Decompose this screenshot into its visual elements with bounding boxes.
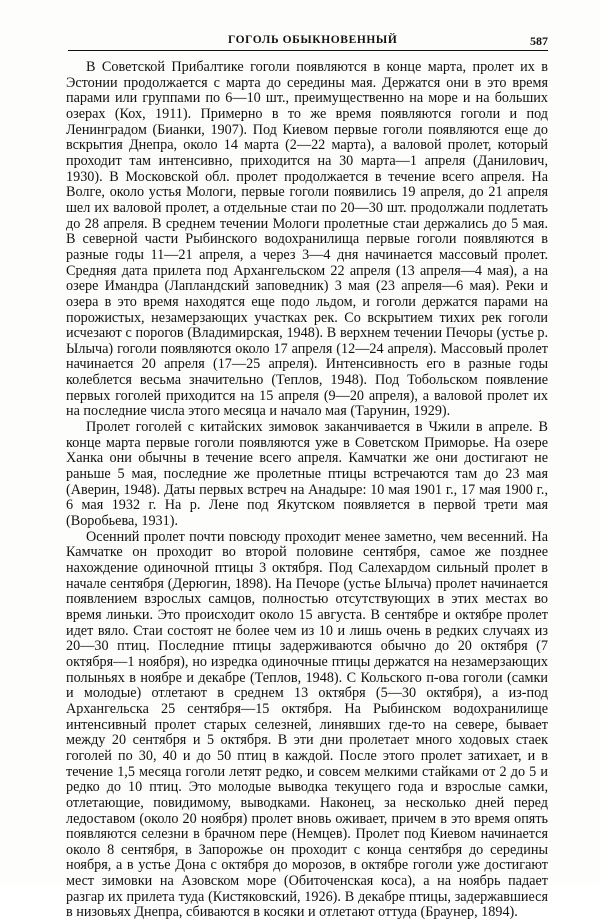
page-header: [68, 34, 548, 51]
paragraph-autumn-migration: Осенний пролет почти повсюду проходит менее заметно, чем весенний. На Камчатке он проходит во второй половине сентября, самое же позднее нахождение одиночной птицы 3 октября. Под Салехардом сильный пролет в начале сентября (Дерюгин, 1898). На Печоре (устье Ылыча) пролет начинается появлением взрослых самцов, полностью отсутствующих в этих местах во время линьки. Это происходит около 15 августа. В сентябре и октябре пролет идет вяло. Стаи состоят не более чем из 10 и лишь очень в редких случаях из 20—30 птиц. Последние птицы задерживаются обычно до 20 октября (7 октября—1 ноября), но изредка одиночные птицы держатся на незамерзающих полыньях в ноябре и декабре (Теплов, 1948). С Кольского п-ова гоголи (самки и молодые) отлетают в среднем 13 октября (5—30 октября), а из-под Архангельска 25 сентября—15 октября. На Рыбинском водохранилище интенсивный пролет старых селезней, линявших где-то на севере, бывает между 20 сентября и 5 октября. В эти дни пролетает много ходовых стаек гоголей по 30, 40 и до 50 птиц в каждой. После этого пролет затихает, и в течение 1,5 месяца гоголи летят редко, и совсем мелкими стайками от 2 до 5 и редко до 10 птиц. Это молодые выводка текущего года и взрослые самки, отлетающие, повидимому, выводками. Наконец, за несколько дней перед ледоставом (около 20 ноября) пролет вновь оживает, причем в это время опять появляются селезни в брачном пере (Немцев). Пролет под Киевом начинается около 8 сентября, в Запорожье он проходит с конца сентября до середины ноября, а в устье Дона с октября до морозов, в октябре гоголи уже достигают мест зимовки на Азовском море (Обиточенская коса), а на ноябрь падает разгар их прилета туда (Кистяковский, 1926). В декабре птицы, задержавшиеся в низовьях Днепра, сбиваются в косяки и отлетают оттуда (Браунер, 1894).: [66, 528, 548, 921]
page-body: [66, 60, 548, 921]
running-head: ГОГОЛЬ ОБЫКНОВЕННЫЙ: [228, 34, 398, 46]
page-number: 587: [530, 34, 548, 48]
paragraph-chinese-wintering: Пролет гоголей с китайских зимовок заканчивается в Чжили в апреле. В конце марта первые гоголи появляются уже в Советском Приморье. На озере Ханка они обычны в течение всего апреля. Камчатки же они достигают не раньше 5 мая, последние же пролетные птицы встречаются там до 23 мая (Аверин, 1948). Даты первых встреч на Анадыре: 10 мая 1901 г., 17 мая 1900 г., 6 мая 1932 г. На р. Лене под Якутском появляется в первой трети мая (Воробьева, 1931).: [66, 419, 548, 530]
paragraph-spring-migration: В Советской Прибалтике гоголи появляются в конце марта, пролет их в Эстонии продолжается с марта до середины мая. Держатся они в это время парами или группами по 6—10 шт., преимущественно на море и на больших озерах (Кох, 1911). Примерно в то же время появляются гоголи и под Ленинградом (Бианки, 1907). Под Киевом первые гоголи появляются еще до вскрытия Днепра, около 14 марта (2—22 марта), а валовой пролет, который проходит там интенсивно, приходится на 30 марта—1 апреля (Данилович, 1930). В Московской обл. пролет продолжается в течение всего апреля. На Волге, около устья Мологи, первые гоголи появились 19 апреля, до 21 апреля шел их валовой пролет, а отдельные стаи по 20—30 шт. продолжали подлетать до 28 апреля. В среднем течении Мологи пролетные стаи держались до 5 мая. В северной части Рыбинского водохранилища первые гоголи появляются в разные годы 11—21 апреля, а через 3—4 дня начинается массовый пролет. Средняя дата прилета под Архангельском 22 апреля (13 апреля—4 мая), а на озере Имандра (Лапландский заповедник) 3 мая (23 апреля—6 мая). Реки и озера в это время находятся еще подо льдом, и гоголи держатся парами на порожистых, незамерзающих участках рек. Со вскрытием тихих рек гоголи исчезают с порогов (Владимирская, 1948). В верхнем течении Печоры (устье р. Ылыча) гоголи появляются около 17 апреля (12—24 апреля). Массовый пролет начинается 20 апреля (17—25 апреля). Интенсивность его в разные годы колеблется весьма значительно (Теплов, 1948). Под Тобольском появление первых гоголей приходится на 15 апреля (9—20 апреля), а валовой пролет их на последние числа этого месяца и начало мая (Тарунин, 1929).: [66, 59, 548, 420]
